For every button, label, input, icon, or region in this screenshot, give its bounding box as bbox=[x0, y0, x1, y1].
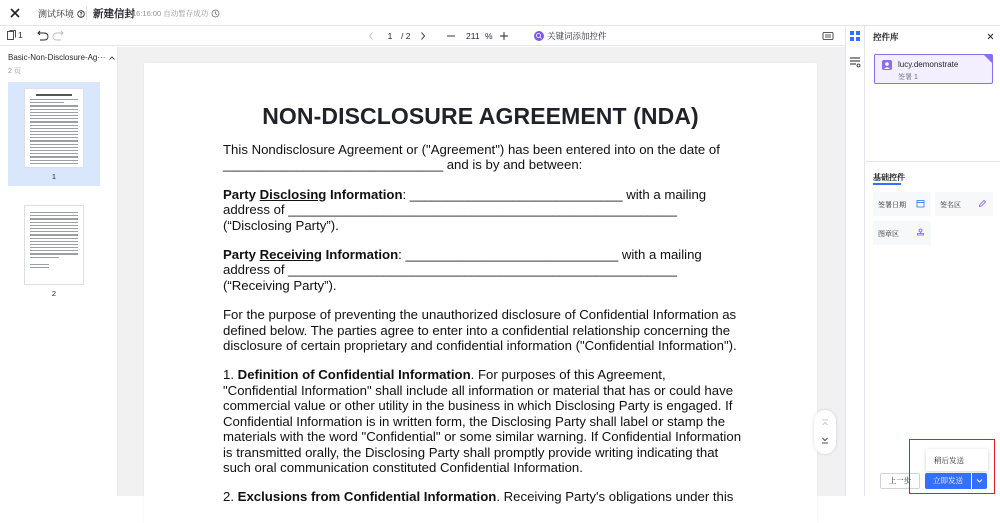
signer-role: 签署 1 bbox=[898, 74, 918, 81]
receiving-party-paragraph bbox=[223, 247, 743, 293]
user-avatar-icon bbox=[882, 60, 892, 70]
zoom-level[interactable]: 211 bbox=[466, 31, 480, 41]
controls-grid-icon[interactable] bbox=[849, 30, 861, 42]
section-number: 2. bbox=[223, 489, 238, 505]
redo-icon[interactable] bbox=[52, 30, 64, 42]
exclusions-paragraph bbox=[223, 489, 743, 504]
control-signature-area[interactable] bbox=[935, 192, 993, 216]
section-text: . For purposes of this Agreement, "Confidential Information" shall include all information or material that has or could have commercial value or other utility in the business in which Disclosing Party is engaged. If Confidential Information is in written form, the Disclosing Party shall label or stamp the materials with the word "Confidential" or some similar warning. If Confidential Information is transmitted orally, the Disclosing Party shall promptly provide writing indicating that such oral communication constituted Confidential Information. bbox=[223, 367, 742, 475]
control-label: 图章区 bbox=[878, 231, 899, 238]
disclosing-party-fields: : _____________________________ with a mailing address of _____________________________________________________ (“Disclosing Party”). bbox=[223, 186, 707, 233]
basic-controls-title: 基础控件 bbox=[873, 173, 905, 182]
intro-paragraph: This Nondisclosure Agreement or ("Agreement") has been entered into on the date of ______________________________ and is by and between: bbox=[223, 142, 720, 173]
section-heading: Exclusions from Confidential Information bbox=[237, 489, 497, 505]
send-now-button[interactable]: 立即发送 bbox=[925, 473, 971, 489]
definition-paragraph bbox=[223, 367, 743, 475]
stamp-icon bbox=[916, 228, 925, 237]
control-sign-date[interactable] bbox=[873, 192, 931, 216]
signer-name: lucy.demonstrate bbox=[898, 60, 959, 69]
pen-icon bbox=[978, 199, 987, 208]
control-library-panel bbox=[866, 26, 1000, 496]
document-page[interactable] bbox=[144, 63, 817, 523]
chevron-down-icon bbox=[976, 478, 983, 484]
undo-icon[interactable] bbox=[37, 30, 49, 42]
settings-list-icon[interactable] bbox=[849, 56, 861, 68]
keyword-add-control-button[interactable] bbox=[534, 30, 607, 42]
section-number: 1. bbox=[223, 367, 238, 383]
top-bar bbox=[0, 0, 1000, 26]
total-pages: / 2 bbox=[401, 31, 411, 41]
party-label: Party bbox=[223, 186, 260, 202]
scroll-top-icon[interactable] bbox=[819, 416, 831, 428]
close-icon[interactable] bbox=[8, 6, 22, 20]
document-name[interactable] bbox=[8, 53, 116, 62]
document-page-count: 2 页 bbox=[8, 68, 21, 75]
autosave-status bbox=[132, 8, 220, 19]
zoom-out-icon[interactable] bbox=[445, 30, 457, 42]
pages-icon bbox=[7, 30, 16, 40]
previous-step-button[interactable]: 上一步 bbox=[880, 473, 920, 489]
previous-page-icon[interactable] bbox=[366, 30, 376, 42]
keyword-add-label: 关键词添加控件 bbox=[547, 31, 607, 41]
signer-card[interactable] bbox=[874, 54, 993, 84]
information-label: Information bbox=[321, 247, 399, 263]
document-toolbar bbox=[0, 26, 845, 46]
receiving-party-fields: : _____________________________ with a mailing address of _____________________________________________________ (“Receiving Party”). bbox=[223, 247, 702, 293]
zoom-in-icon[interactable] bbox=[498, 30, 510, 42]
panel-title: 控件库 bbox=[873, 32, 899, 42]
environment-text: 测试环境 bbox=[38, 9, 75, 19]
page-thumbnail-2[interactable] bbox=[8, 199, 100, 303]
section-underline bbox=[873, 183, 901, 185]
document-body bbox=[223, 142, 743, 519]
page-count-indicator[interactable] bbox=[7, 30, 23, 40]
information-label: Information bbox=[326, 186, 403, 202]
page-count-value: 1 bbox=[18, 30, 23, 40]
page-title: 新建信封 bbox=[93, 8, 135, 20]
disclosing-word: Disclosing bbox=[259, 186, 327, 202]
scroll-bottom-icon[interactable] bbox=[819, 435, 831, 447]
close-panel-icon[interactable] bbox=[986, 32, 995, 41]
send-options-toggle[interactable] bbox=[972, 473, 987, 489]
thumbnail-panel bbox=[0, 47, 118, 496]
send-later-option[interactable]: 稍后发送 bbox=[934, 456, 964, 465]
document-name-text: Basic-Non-Disclosure-Ag··· bbox=[8, 53, 106, 62]
current-page-input[interactable]: 1 bbox=[387, 31, 393, 41]
calendar-icon bbox=[916, 199, 925, 208]
thumbnail-preview bbox=[24, 205, 84, 285]
scroll-navigator bbox=[814, 410, 836, 454]
environment-label bbox=[38, 7, 85, 20]
receiving-word: Receiving bbox=[259, 247, 322, 263]
selected-corner-mark bbox=[984, 55, 992, 63]
side-icon-rail bbox=[845, 26, 865, 496]
page-thumbnail-1[interactable] bbox=[8, 82, 100, 186]
thumbnail-number: 2 bbox=[51, 289, 57, 298]
help-icon[interactable] bbox=[77, 10, 85, 18]
document-viewer[interactable] bbox=[118, 47, 845, 505]
section-heading: Definition of Confidential Information bbox=[237, 367, 471, 383]
thumbnail-number: 1 bbox=[51, 172, 57, 181]
disclosing-party-paragraph bbox=[223, 187, 743, 233]
control-stamp-area[interactable] bbox=[873, 221, 931, 245]
chevron-up-icon[interactable] bbox=[108, 54, 116, 62]
thumbnail-preview bbox=[24, 88, 84, 168]
zoom-unit: % bbox=[485, 31, 493, 41]
party-label: Party bbox=[223, 247, 260, 263]
divider bbox=[86, 6, 87, 20]
section-text: . Receiving Party's obligations under this bbox=[496, 489, 734, 505]
keyword-search-icon bbox=[534, 31, 544, 41]
divider bbox=[866, 161, 1000, 162]
history-icon[interactable] bbox=[211, 9, 220, 18]
next-page-icon[interactable] bbox=[418, 30, 428, 42]
purpose-paragraph: For the purpose of preventing the unauthorized disclosure of Confidential Information as defined below. The parties agree to enter into a confidential relationship concerning the disclosure of certain proprietary and confidential information ("Confidential Information"). bbox=[223, 307, 737, 354]
control-label: 签署日期 bbox=[878, 202, 906, 209]
keyboard-icon[interactable] bbox=[822, 30, 834, 42]
control-label: 签名区 bbox=[940, 202, 961, 209]
document-title: NON-DISCLOSURE AGREEMENT (NDA) bbox=[262, 103, 699, 129]
send-dropdown-menu bbox=[926, 449, 988, 471]
autosave-text: 16:16:00 自动暂存成功 bbox=[132, 9, 209, 18]
